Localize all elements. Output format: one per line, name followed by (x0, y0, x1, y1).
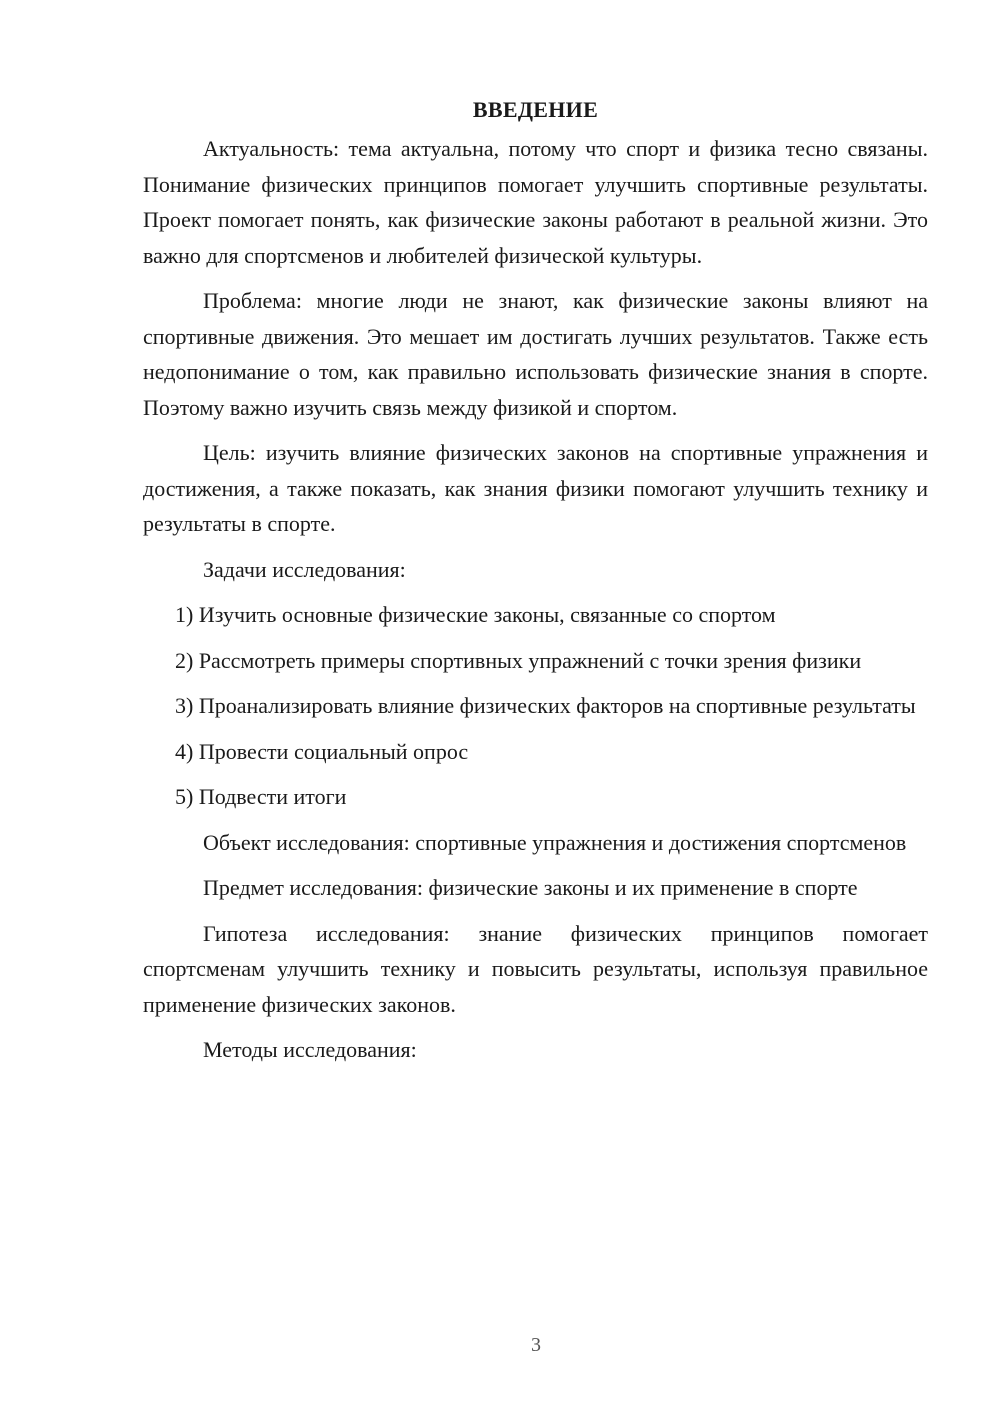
document-page (143, 95, 928, 1078)
task-item-4: 4) Провести социальный опрос (175, 738, 469, 764)
tasks-heading: Задачи исследования: (203, 556, 406, 582)
paragraph-object: Объект исследования: спортивные упражнения и достижения спортсменов (203, 829, 907, 855)
page-title: ВВЕДЕНИЕ (472, 97, 599, 122)
task-item-3: 3) Проанализировать влияние физических факторов на спортивные результаты (175, 693, 916, 718)
task-item-1: 1) Изучить основные физические законы, связанные со спортом (175, 602, 776, 627)
paragraph-goal: Цель: изучить влияние физических законов на спортивные упражнения и достижения, а также показать, как знания физики помогают улучшить технику и результаты в спорте. (143, 440, 928, 536)
paragraph-hypothesis: Гипотеза исследования: знание физических принципов помогает спортсменам улучшить технику и повысить результаты, используя правильное применение физических законов. (143, 920, 928, 1017)
task-item-2: 2) Рассмотреть примеры спортивных упражнений с точки зрения физики (175, 647, 862, 673)
paragraph-subject: Предмет исследования: физические законы и их применение в спорте (203, 875, 858, 900)
methods-heading: Методы исследования: (203, 1037, 417, 1062)
page-number: 3 (531, 1334, 541, 1356)
task-item-5: 5) Подвести итоги (175, 784, 347, 809)
paragraph-problem: Проблема: многие люди не знают, как физические законы влияют на спортивные движения. Это мешает им достигать лучших результатов. Также есть недопонимание о том, как правильно использовать физические знания в спорте. Поэтому важно изучить связь между физикой и спортом. (143, 288, 928, 420)
paragraph-relevance: Актуальность: тема актуальна, потому что спорт и физика тесно связаны. Понимание физических принципов помогает улучшить спортивные результаты. Проект помогает понять, как физические законы работают в реальной жизни. Это важно для спортсменов и любителей физической культуры. (143, 136, 928, 268)
